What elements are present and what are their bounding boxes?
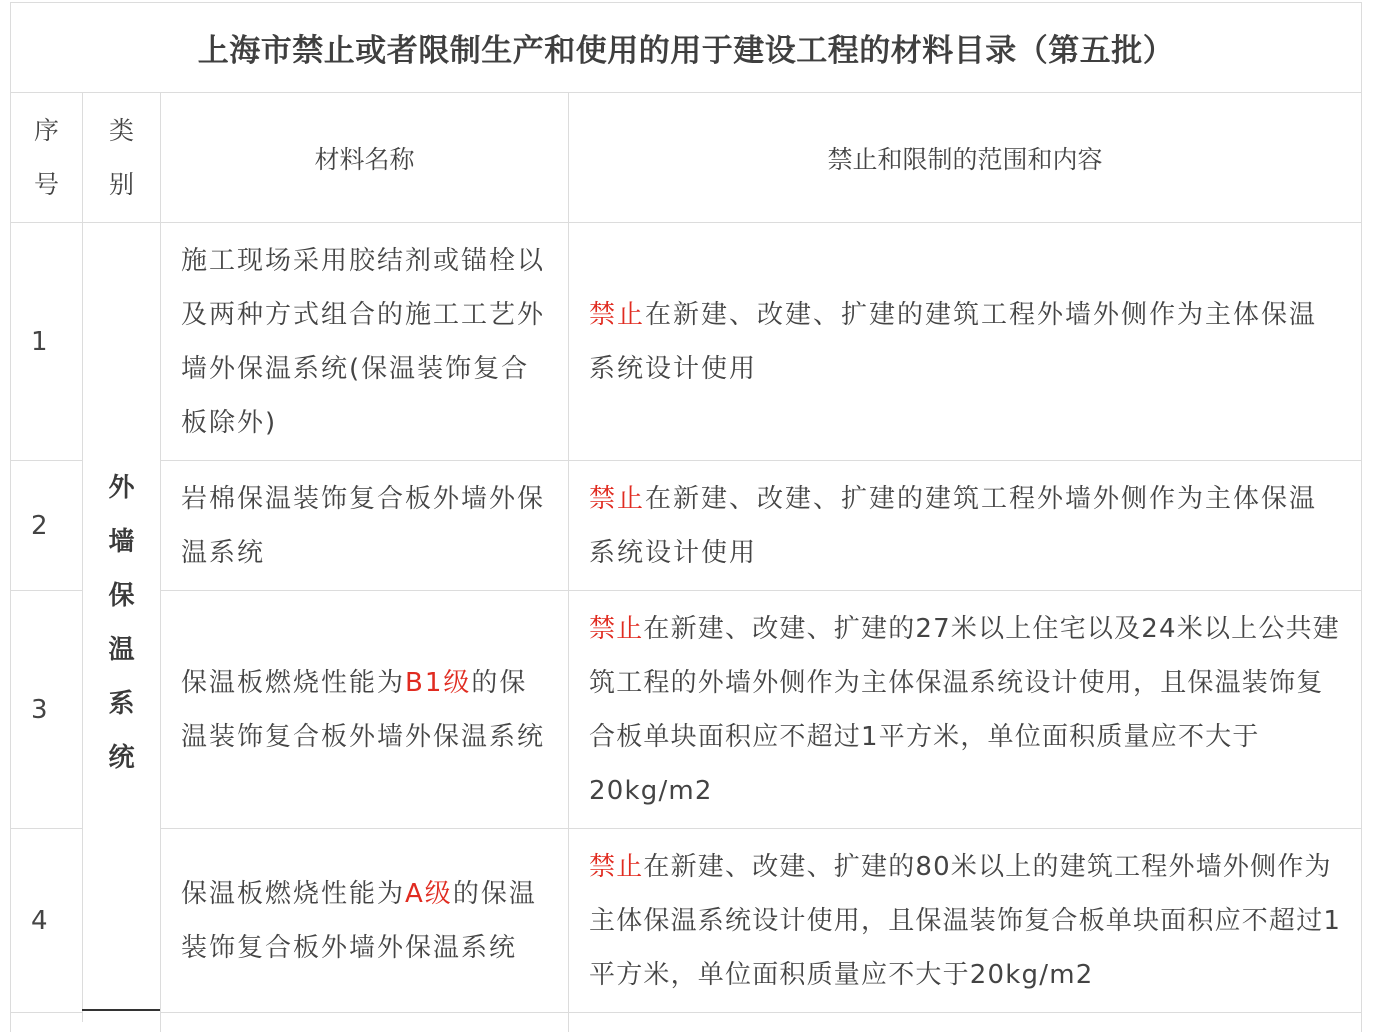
row-2-material-text: 岩棉保温装饰复合板外墙外保温系统 [181,483,546,568]
row-1-material-text: 施工现场采用胶结剂或锚栓以及两种方式组合的施工工艺外墙外保温系统(保温装饰复合板除外) [181,245,546,438]
row-4-material-text-post: 的保温装饰复合板外墙外保温系统 [181,878,537,963]
row-4-material-grade: A级 [405,878,453,909]
row-3-material [160,590,568,828]
row-4-scope-text: 在新建、改建、扩建的80米以上的建筑工程外墙外侧作为主体保温系统设计使用，且保温装饰复合板单块面积应不超过1平方米，单位面积质量应不大于20kg/m2 [589,851,1342,990]
header-seq-line2: 号 [33,169,59,199]
category-char: 保 [108,580,135,611]
row-4-material-text-pre: 保温板燃烧性能为 [181,878,406,909]
row-3-scope-prohibit: 禁止 [589,613,644,644]
header-category-line2: 别 [108,169,134,199]
next-row-material [160,1012,568,1032]
row-1-scope-prohibit: 禁止 [589,299,646,330]
category-bottom-rule [82,1009,160,1011]
row-3-material-text-post: 的保温装饰复合板外墙外保温系统 [181,667,546,752]
row-2-scope-text: 在新建、改建、扩建的建筑工程外墙外侧作为主体保温系统设计使用 [589,483,1318,568]
header-material-name: 材料名称 [160,92,568,222]
header-category [82,92,160,222]
row-4-material [160,828,568,1012]
row-4-scope [568,828,1362,1012]
materials-table [10,2,1362,1032]
header-category-line1: 类 [108,115,134,145]
row-3-material-grade: B1级 [405,667,472,698]
row-3-material-text-pre: 保温板燃烧性能为 [181,667,406,698]
row-2-material [160,460,568,590]
header-seq-line1: 序 [33,115,59,145]
row-1-scope-text: 在新建、改建、扩建的建筑工程外墙外侧作为主体保温系统设计使用 [589,299,1318,384]
row-4-number: 4 [10,828,82,1012]
row-3-scope-text: 在新建、改建、扩建的27米以上住宅以及24米以上公共建筑工程的外墙外侧作为主体保温系统设计使用，且保温装饰复合板单块面积应不超过1平方米，单位面积质量应不大于20kg/m2 [589,613,1340,806]
category-char: 统 [108,742,135,773]
table-title: 上海市禁止或者限制生产和使用的用于建设工程的材料目录（第五批） [10,2,1362,92]
category-char: 墙 [108,526,135,557]
row-4-scope-prohibit: 禁止 [589,851,644,882]
header-seq [10,92,82,222]
header-scope: 禁止和限制的范围和内容 [568,92,1362,222]
category-char: 外 [108,472,135,503]
row-1-scope [568,222,1362,460]
row-1-number: 1 [10,222,82,460]
next-row-number [10,1012,82,1032]
row-3-number: 3 [10,590,82,828]
row-1-material [160,222,568,460]
category-cell [82,222,160,1022]
row-2-scope-prohibit: 禁止 [589,483,646,514]
row-2-scope [568,460,1362,590]
category-char: 系 [108,688,135,719]
next-row-scope [568,1012,1362,1032]
row-2-number: 2 [10,460,82,590]
row-3-scope [568,590,1362,828]
category-char: 温 [108,634,135,665]
